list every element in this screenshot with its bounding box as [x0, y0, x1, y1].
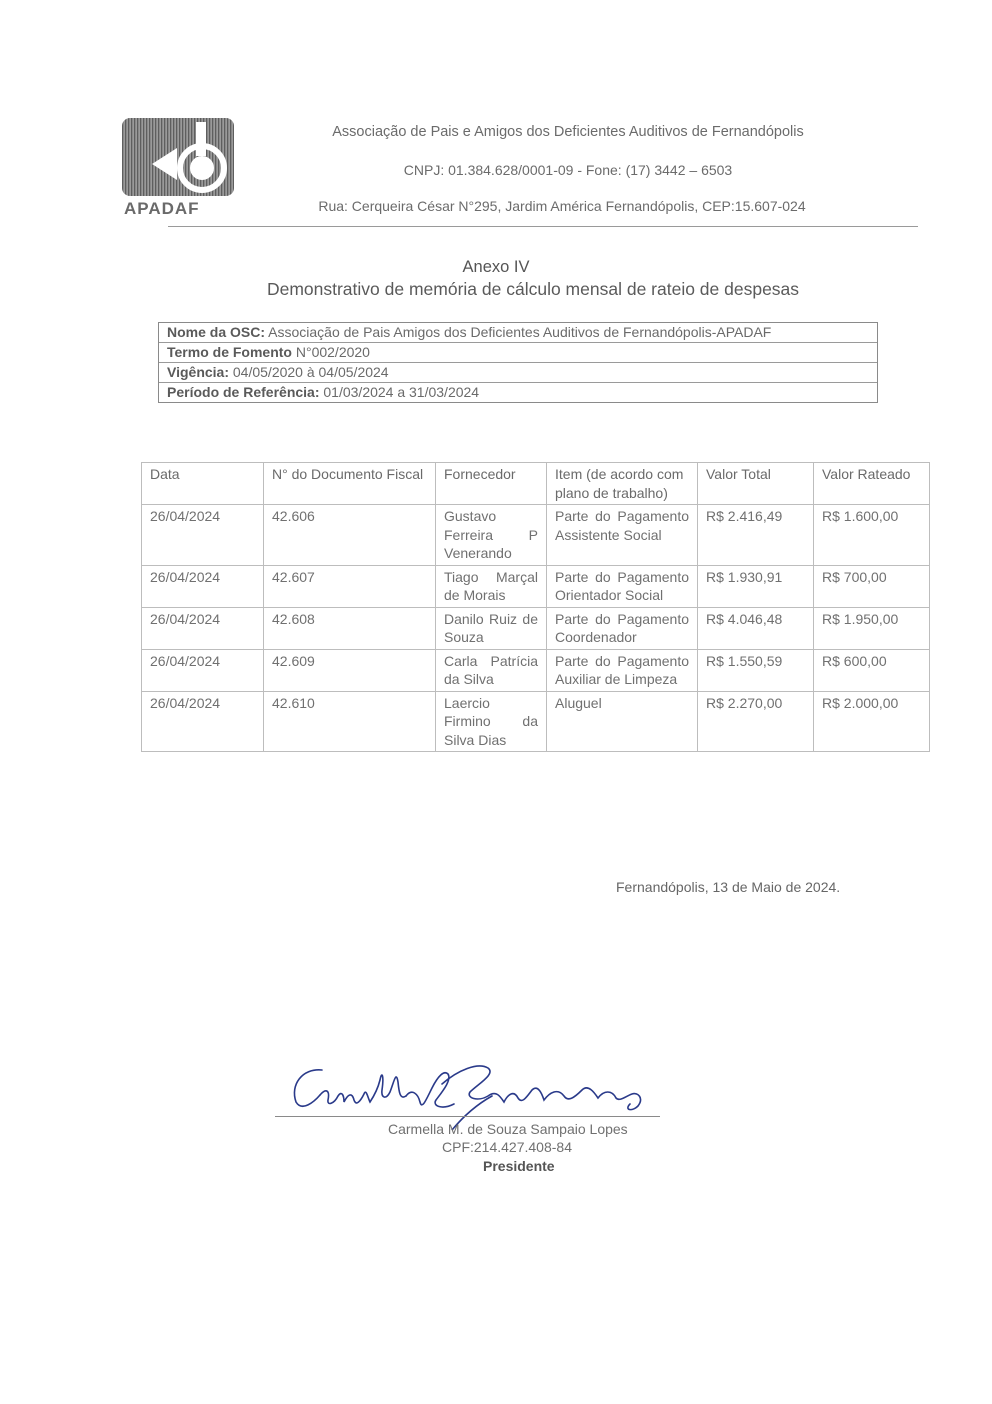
cell-date: 26/04/2024 — [142, 565, 264, 607]
table-row — [142, 649, 930, 691]
cell-document: 42.607 — [264, 565, 436, 607]
cell-supplier: Danilo Ruiz de Souza — [436, 607, 547, 649]
period-label: Período de Referência: — [167, 384, 320, 400]
osc-name-value: Associação de Pais Amigos dos Deficientes Auditivos de Fernandópolis-APADAF — [265, 324, 772, 340]
cell-item: Parte do Pagamento Coordenador — [547, 607, 698, 649]
term-row — [159, 343, 877, 363]
term-label: Termo de Fomento — [167, 344, 292, 360]
header-supplier: Fornecedor — [436, 463, 547, 505]
cell-item: Aluguel — [547, 691, 698, 752]
header-divider — [168, 226, 918, 227]
expenses-table — [141, 462, 930, 752]
period-row — [159, 383, 877, 402]
table-row — [142, 691, 930, 752]
signer-name: Carmella M. de Souza Sampaio Lopes — [388, 1121, 628, 1137]
table-row — [142, 565, 930, 607]
cell-date: 26/04/2024 — [142, 691, 264, 752]
cell-date: 26/04/2024 — [142, 649, 264, 691]
osc-name-label: Nome da OSC: — [167, 324, 266, 340]
cell-total: R$ 4.046,48 — [698, 607, 814, 649]
organization-address: Rua: Cerqueira César N°295, Jardim América Fernandópolis, CEP:15.607-024 — [318, 198, 806, 214]
table-row — [142, 607, 930, 649]
cell-supplier: Carla Patrícia da Silva — [436, 649, 547, 691]
apadaf-logo — [122, 118, 238, 218]
table-row — [142, 505, 930, 566]
cell-document: 42.609 — [264, 649, 436, 691]
cell-supplier: Gustavo Ferreira P Venerando — [436, 505, 547, 566]
header-total: Valor Total — [698, 463, 814, 505]
organization-name: Associação de Pais e Amigos dos Deficientes Auditivos de Fernandópolis — [332, 124, 804, 140]
osc-name-row — [159, 323, 877, 343]
cell-total: R$ 1.550,59 — [698, 649, 814, 691]
cell-item: Parte do Pagamento Assistente Social — [547, 505, 698, 566]
cell-supplier: Tiago Marçal de Morais — [436, 565, 547, 607]
cell-rateado: R$ 600,00 — [814, 649, 930, 691]
cell-supplier: Laercio Firmino da Silva Dias — [436, 691, 547, 752]
header-rateado: Valor Rateado — [814, 463, 930, 505]
period-value: 01/03/2024 a 31/03/2024 — [319, 384, 480, 400]
signer-cpf: CPF:214.427.408-84 — [442, 1139, 572, 1155]
header-item: Item (de acordo com plano de trabalho) — [547, 463, 698, 505]
header-document: N° do Documento Fiscal — [264, 463, 436, 505]
cell-total: R$ 2.416,49 — [698, 505, 814, 566]
validity-value: 04/05/2020 à 04/05/2024 — [229, 364, 389, 380]
cell-document: 42.608 — [264, 607, 436, 649]
annex-subtitle: Demonstrativo de memória de cálculo mensal de rateio de despesas — [266, 279, 800, 299]
annex-title: Anexo IV — [462, 258, 530, 276]
table-header-row — [142, 463, 930, 505]
cell-date: 26/04/2024 — [142, 505, 264, 566]
cell-total: R$ 2.270,00 — [698, 691, 814, 752]
organization-cnpj-phone: CNPJ: 01.384.628/0001-09 - Fone: (17) 3442 – 6503 — [403, 162, 733, 178]
cell-rateado: R$ 2.000,00 — [814, 691, 930, 752]
cell-rateado: R$ 1.950,00 — [814, 607, 930, 649]
cell-rateado: R$ 700,00 — [814, 565, 930, 607]
signer-role: Presidente — [483, 1158, 555, 1174]
osc-info-box — [158, 322, 878, 403]
validity-label: Vigência: — [167, 364, 229, 380]
cell-rateado: R$ 1.600,00 — [814, 505, 930, 566]
validity-row — [159, 363, 877, 383]
cell-date: 26/04/2024 — [142, 607, 264, 649]
cell-item: Parte do Pagamento Auxiliar de Limpeza — [547, 649, 698, 691]
header-date: Data — [142, 463, 264, 505]
cell-total: R$ 1.930,91 — [698, 565, 814, 607]
term-value: N°002/2020 — [291, 344, 370, 360]
cell-document: 42.606 — [264, 505, 436, 566]
signature-line — [275, 1116, 660, 1117]
cell-document: 42.610 — [264, 691, 436, 752]
place-and-date: Fernandópolis, 13 de Maio de 2024. — [616, 879, 841, 895]
svg-text:APADAF: APADAF — [124, 199, 200, 218]
cell-item: Parte do Pagamento Orientador Social — [547, 565, 698, 607]
